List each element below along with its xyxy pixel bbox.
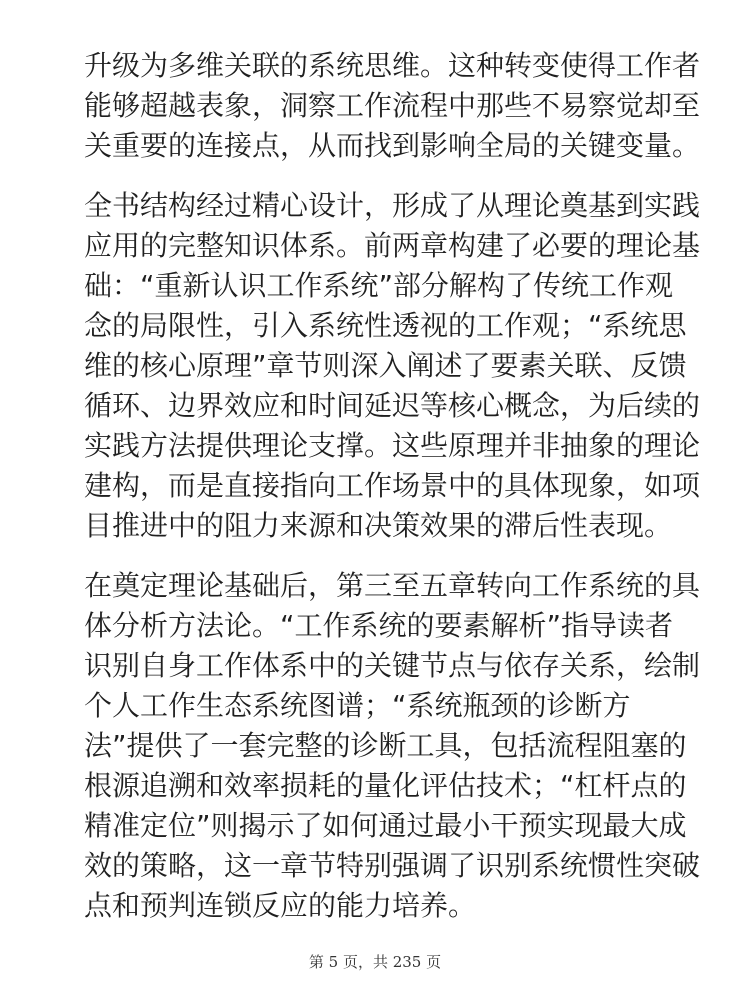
text-line: 在奠定理论基础后，第三至五章转向工作系统的具 — [84, 569, 701, 602]
paragraph-2 — [84, 186, 701, 546]
text-line: 应用的完整知识体系。前两章构建了必要的理论基 — [84, 229, 701, 262]
text-line: 念的局限性，引入系统性透视的工作观；“系统思 — [84, 309, 687, 342]
text-line: 关重要的连接点，从而找到影响全局的关键变量。 — [84, 129, 701, 162]
body-text — [84, 46, 701, 946]
text-line: 能够超越表象，洞察工作流程中那些不易察觉却至 — [84, 89, 701, 122]
text-line: 础：“重新认识工作系统”部分解构了传统工作观 — [84, 269, 674, 302]
text-line: 效的策略，这一章节特别强调了识别系统惯性突破 — [84, 849, 701, 882]
text-line: 实践方法提供理论支撑。这些原理并非抽象的理论 — [84, 429, 701, 462]
text-line: 目推进中的阻力来源和决策效果的滞后性表现。 — [84, 509, 673, 542]
text-line: 法”提供了一套完整的诊断工具，包括流程阻塞的 — [84, 729, 687, 762]
text-line: 点和预判连锁反应的能力培养。 — [84, 889, 477, 922]
text-line: 建构，而是直接指向工作场景中的具体现象，如项 — [84, 469, 701, 502]
page-number-footer: 第 5 页，共 235 页 — [308, 953, 442, 971]
text-line: 体分析方法论。“工作系统的要素解析”指导读者 — [84, 609, 674, 642]
text-line: 维的核心原理”章节则深入阐述了要素关联、反馈 — [84, 349, 687, 382]
text-line: 根源追溯和效率损耗的量化评估技术；“杠杆点的 — [84, 769, 687, 802]
text-line: 识别自身工作体系中的关键节点与依存关系，绘制 — [84, 649, 701, 682]
paragraph-1 — [84, 46, 701, 166]
paragraph-3 — [84, 566, 701, 926]
text-line: 循环、边界效应和时间延迟等核心概念，为后续的 — [84, 389, 701, 422]
text-line: 全书结构经过精心设计，形成了从理论奠基到实践 — [84, 189, 701, 222]
text-line: 个人工作生态系统图谱；“系统瓶颈的诊断方 — [84, 689, 631, 722]
text-line: 精准定位”则揭示了如何通过最小干预实现最大成 — [84, 809, 687, 842]
text-line: 升级为多维关联的系统思维。这种转变使得工作者 — [84, 49, 701, 82]
